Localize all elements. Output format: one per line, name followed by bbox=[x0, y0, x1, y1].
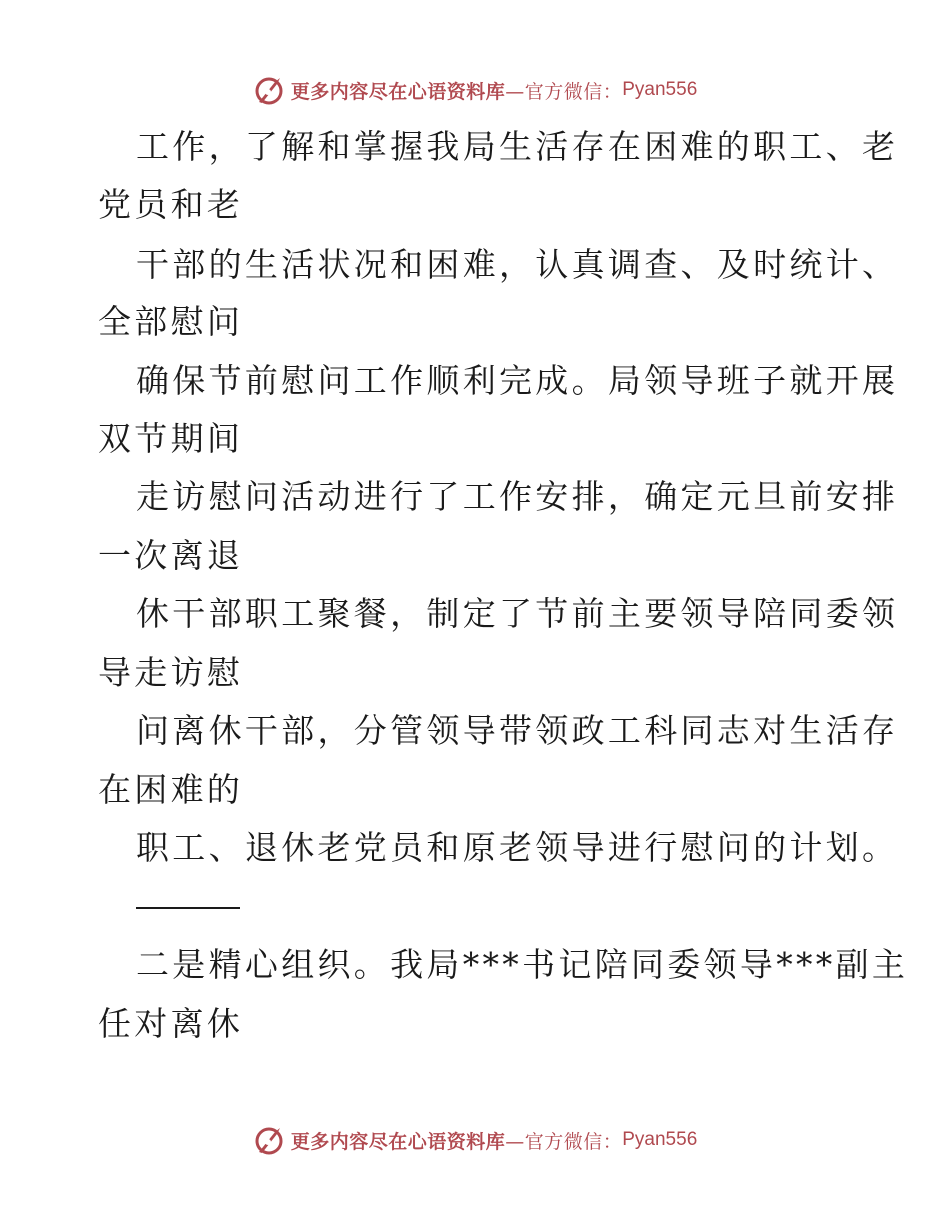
text-line: 职工、退休老党员和原老领导进行慰问的计划。 bbox=[136, 828, 899, 867]
text-line: 确保节前慰问工作顺利完成。局领导班子就开展 bbox=[136, 361, 899, 400]
text-line: 休干部职工聚餐，制定了节前主要领导陪同委领 bbox=[136, 594, 899, 633]
text-line: 问离休干部，分管领导带领政工科同志对生活存 bbox=[136, 711, 899, 750]
text-line: 工作，了解和掌握我局生活存在困难的职工、老 bbox=[136, 127, 899, 166]
text-line: 党员和老 bbox=[98, 185, 244, 224]
text-line: 走访慰问活动进行了工作安排，确定元旦前安排 bbox=[136, 477, 899, 516]
text-line: 一次离退 bbox=[98, 536, 244, 575]
text-line: 双节期间 bbox=[98, 419, 244, 458]
banner-separator: —官方微信： bbox=[505, 80, 623, 103]
banner-text: 更多内容尽在心语资料库 bbox=[290, 1130, 506, 1153]
section-divider bbox=[136, 907, 240, 909]
banner-wechat-id: Pyan556 bbox=[622, 1129, 698, 1150]
footer-banner bbox=[0, 1120, 950, 1160]
banner-text: 更多内容尽在心语资料库 bbox=[290, 80, 506, 103]
header-banner bbox=[0, 70, 950, 110]
quill-logo-icon bbox=[253, 1124, 285, 1156]
text-line: 在困难的 bbox=[98, 770, 244, 809]
text-line: 二是精心组织。我局***书记陪同委领导***副主 bbox=[136, 945, 909, 984]
text-line: 导走访慰 bbox=[98, 653, 244, 692]
banner-wechat-id: Pyan556 bbox=[622, 79, 698, 100]
quill-logo-icon bbox=[253, 74, 285, 106]
text-line: 任对离休 bbox=[98, 1004, 244, 1043]
text-line: 全部慰问 bbox=[98, 302, 244, 341]
banner-separator: —官方微信： bbox=[505, 1130, 623, 1153]
text-line: 干部的生活状况和困难，认真调查、及时统计、 bbox=[136, 245, 899, 284]
